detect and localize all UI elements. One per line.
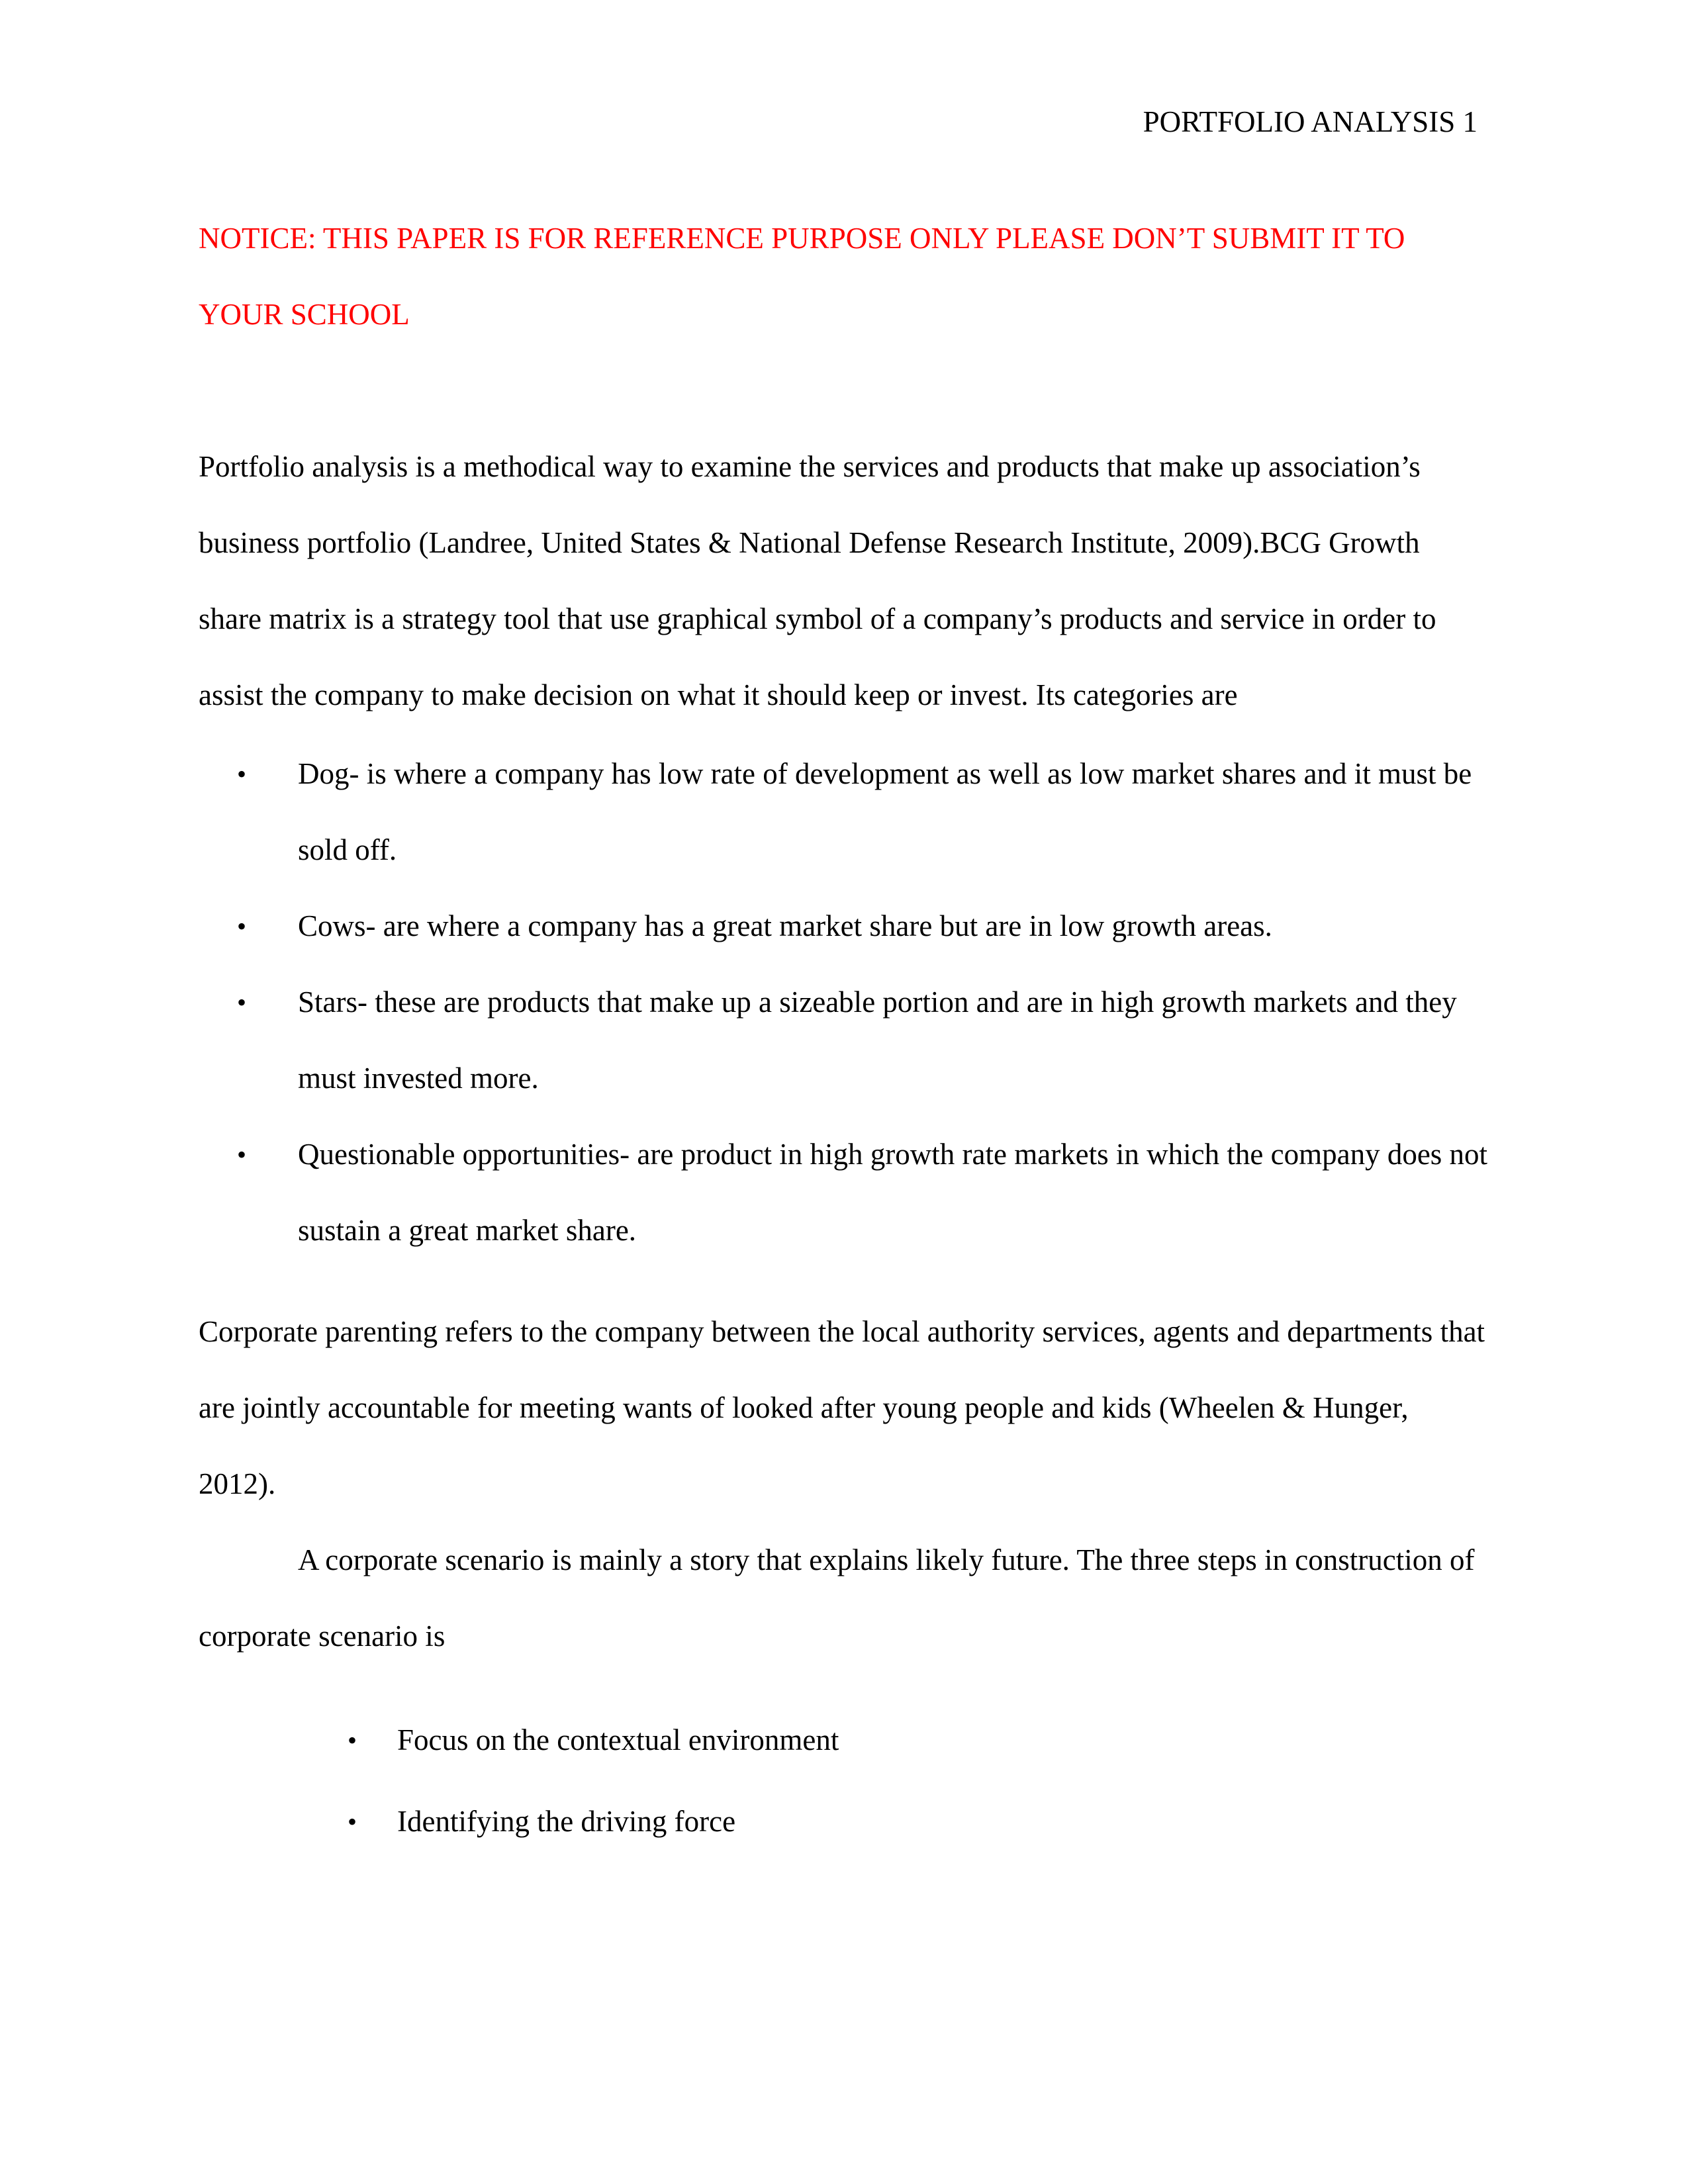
list-item-text: Stars- these are products that make up a sizeable portion and are in high growth markets and they must invested more. bbox=[298, 985, 1457, 1095]
bullet-icon: • bbox=[348, 1807, 357, 1837]
list-item bbox=[199, 736, 1489, 888]
list-item bbox=[199, 1702, 1489, 1778]
blank-line bbox=[199, 353, 1489, 429]
list-item bbox=[199, 1116, 1489, 1269]
running-head: PORTFOLIO ANALYSIS 1 bbox=[1143, 105, 1477, 138]
bcg-category-list bbox=[199, 736, 1489, 1269]
list-item-text: Questionable opportunities- are product in high growth rate markets in which the company does not sustain a great market share. bbox=[298, 1138, 1488, 1247]
notice-text: NOTICE: THIS PAPER IS FOR REFERENCE PURPOSE ONLY PLEASE DON’T SUBMIT IT TO YOUR SCHOOL bbox=[199, 222, 1405, 331]
list-item bbox=[199, 888, 1489, 964]
list-item-text: Dog- is where a company has low rate of development as well as low market shares and it must be sold off. bbox=[298, 757, 1472, 866]
bullet-icon: • bbox=[237, 987, 247, 1017]
list-item bbox=[199, 964, 1489, 1116]
bullet-icon: • bbox=[237, 911, 247, 941]
paragraph-corporate-parenting: Corporate parenting refers to the company between the local authority services, agents and departments that are jointly accountable for meeting wants of looked after young people and kids (Wheelen & Hunger, 2012). bbox=[199, 1315, 1485, 1500]
list-item-text: Identifying the driving force bbox=[397, 1805, 736, 1838]
scenario-steps-list bbox=[199, 1702, 1489, 1860]
list-item bbox=[199, 1784, 1489, 1860]
document-body bbox=[199, 201, 1489, 1865]
paragraph-corporate-scenario: A corporate scenario is mainly a story that explains likely future. The three steps in construction of corporate scenario is bbox=[199, 1543, 1475, 1653]
blank-line bbox=[199, 1674, 1489, 1700]
list-item-text: Cows- are where a company has a great market share but are in low growth areas. bbox=[298, 909, 1272, 942]
bullet-icon: • bbox=[237, 759, 247, 789]
bullet-icon: • bbox=[348, 1725, 357, 1755]
bullet-icon: • bbox=[237, 1140, 247, 1169]
list-item-text: Focus on the contextual environment bbox=[397, 1723, 839, 1756]
paragraph-portfolio-analysis: Portfolio analysis is a methodical way to examine the services and products that make up association’s business portfolio (Landree, United States & National Defense Research Institute, 2009).BCG Growth share matrix is a strategy tool that use graphical symbol of a company’s products and service in order to assist the company to make decision on what it should keep or invest. Its categories are bbox=[199, 450, 1436, 711]
